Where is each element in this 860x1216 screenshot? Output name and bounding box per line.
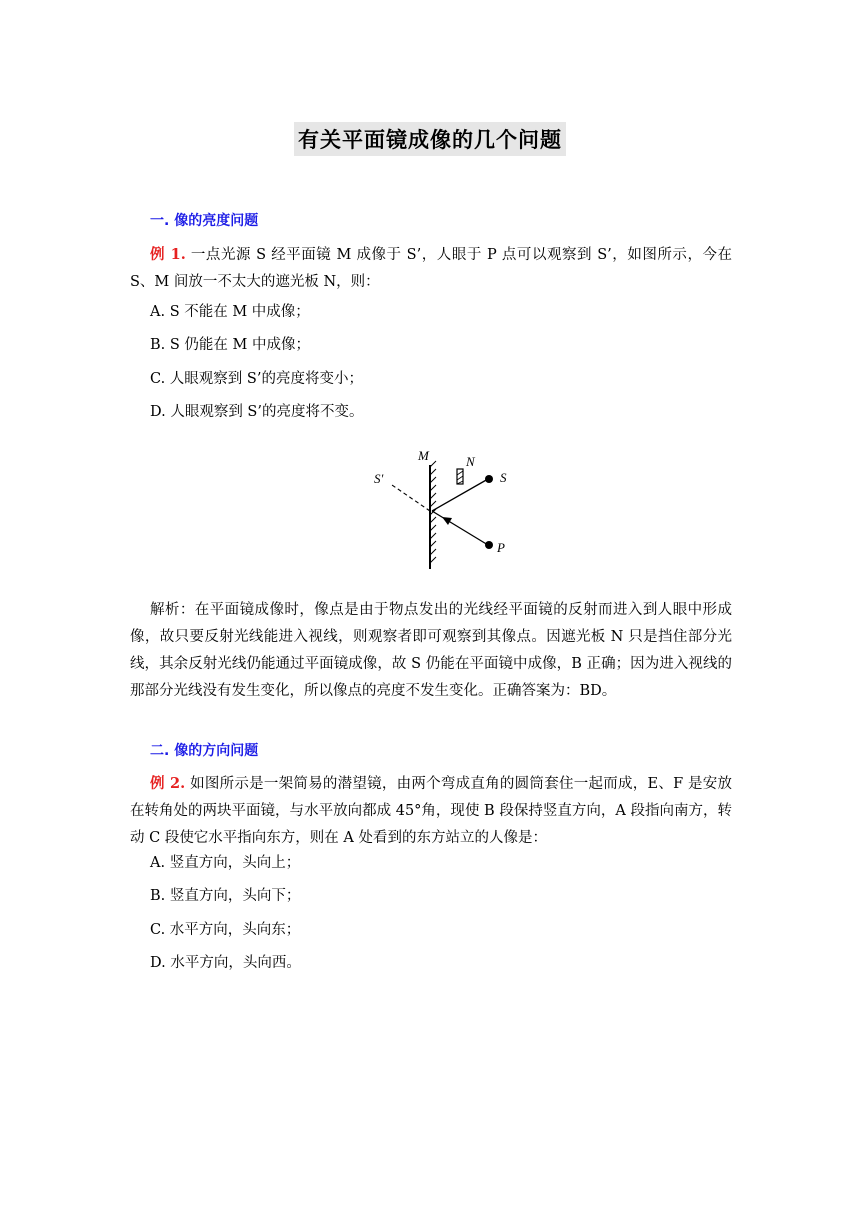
section-heading-direction: 二. 像的方向问题 [150, 743, 259, 759]
label-p: P [497, 540, 505, 555]
label-s: S [500, 470, 507, 485]
virtual-ray-dashed [392, 485, 430, 511]
example-1-label: 例 1. [150, 246, 186, 263]
plane-mirror-figure [360, 445, 520, 575]
example-1-option-c: C. 人眼观察到 S’的亮度将变小； [150, 371, 363, 387]
section-heading-brightness: 一. 像的亮度问题 [150, 213, 259, 229]
page-title: 有关平面镜成像的几个问题 [294, 122, 566, 156]
example-2-option-c: C. 水平方向，头向东； [150, 922, 301, 938]
label-m: M [418, 448, 429, 463]
label-n: N [466, 454, 475, 469]
point-s [485, 475, 493, 483]
example-1-option-a: A. S 不能在 M 中成像； [150, 304, 310, 320]
example-2-option-d: D. 水平方向，头向西。 [150, 955, 301, 971]
example-2-option-b: B. 竖直方向，头向下； [150, 888, 301, 904]
example-2-text: 如图所示是一架简易的潜望镜，由两个弯成直角的圆筒套住一起而成，E、F 是安放在转角处的两块平面镜，与水平放向都成 45°角，现使 B 段保持竖直方向，A 段指向南方，转动 C 段使它水平指向东方，则在 A 处看到的东方站立的人像是： [130, 776, 733, 846]
reflected-ray-arrow [442, 517, 452, 525]
example-1-option-b: B. S 仍能在 M 中成像； [150, 337, 310, 353]
label-s-prime: S′ [374, 471, 384, 486]
example-1-text: 一点光源 S 经平面镜 M 成像于 S’，人眼于 P 点可以观察到 S’，如图所示，今在 S、M 间放一不太大的遮光板 N，则： [130, 247, 732, 290]
example-1-option-d: D. 人眼观察到 S’的亮度将不变。 [150, 404, 364, 420]
example-2-option-a: A. 竖直方向，头向上； [150, 855, 301, 871]
example-2-label: 例 2. [150, 775, 186, 792]
example-1-paragraph [130, 241, 732, 296]
page-title-wrapper [0, 122, 860, 156]
point-p [485, 541, 493, 549]
reflected-ray [432, 511, 488, 545]
example-2-paragraph [130, 770, 732, 852]
analysis-paragraph: 解析：在平面镜成像时，像点是由于物点发出的光线经平面镜的反射而进入到人眼中形成像，故只要反射光线能进入视线，则观察者即可观察到其像点。因遮光板 N 只是挡住部分光线，其余反射光线仍能通过平面镜成像，故 S 仍能在平面镜中成像，B 正确；因为进入视线的那部分光线没有发生变化，所以像点的亮度不发生变化。正确答案为：BD。 [130, 602, 732, 699]
